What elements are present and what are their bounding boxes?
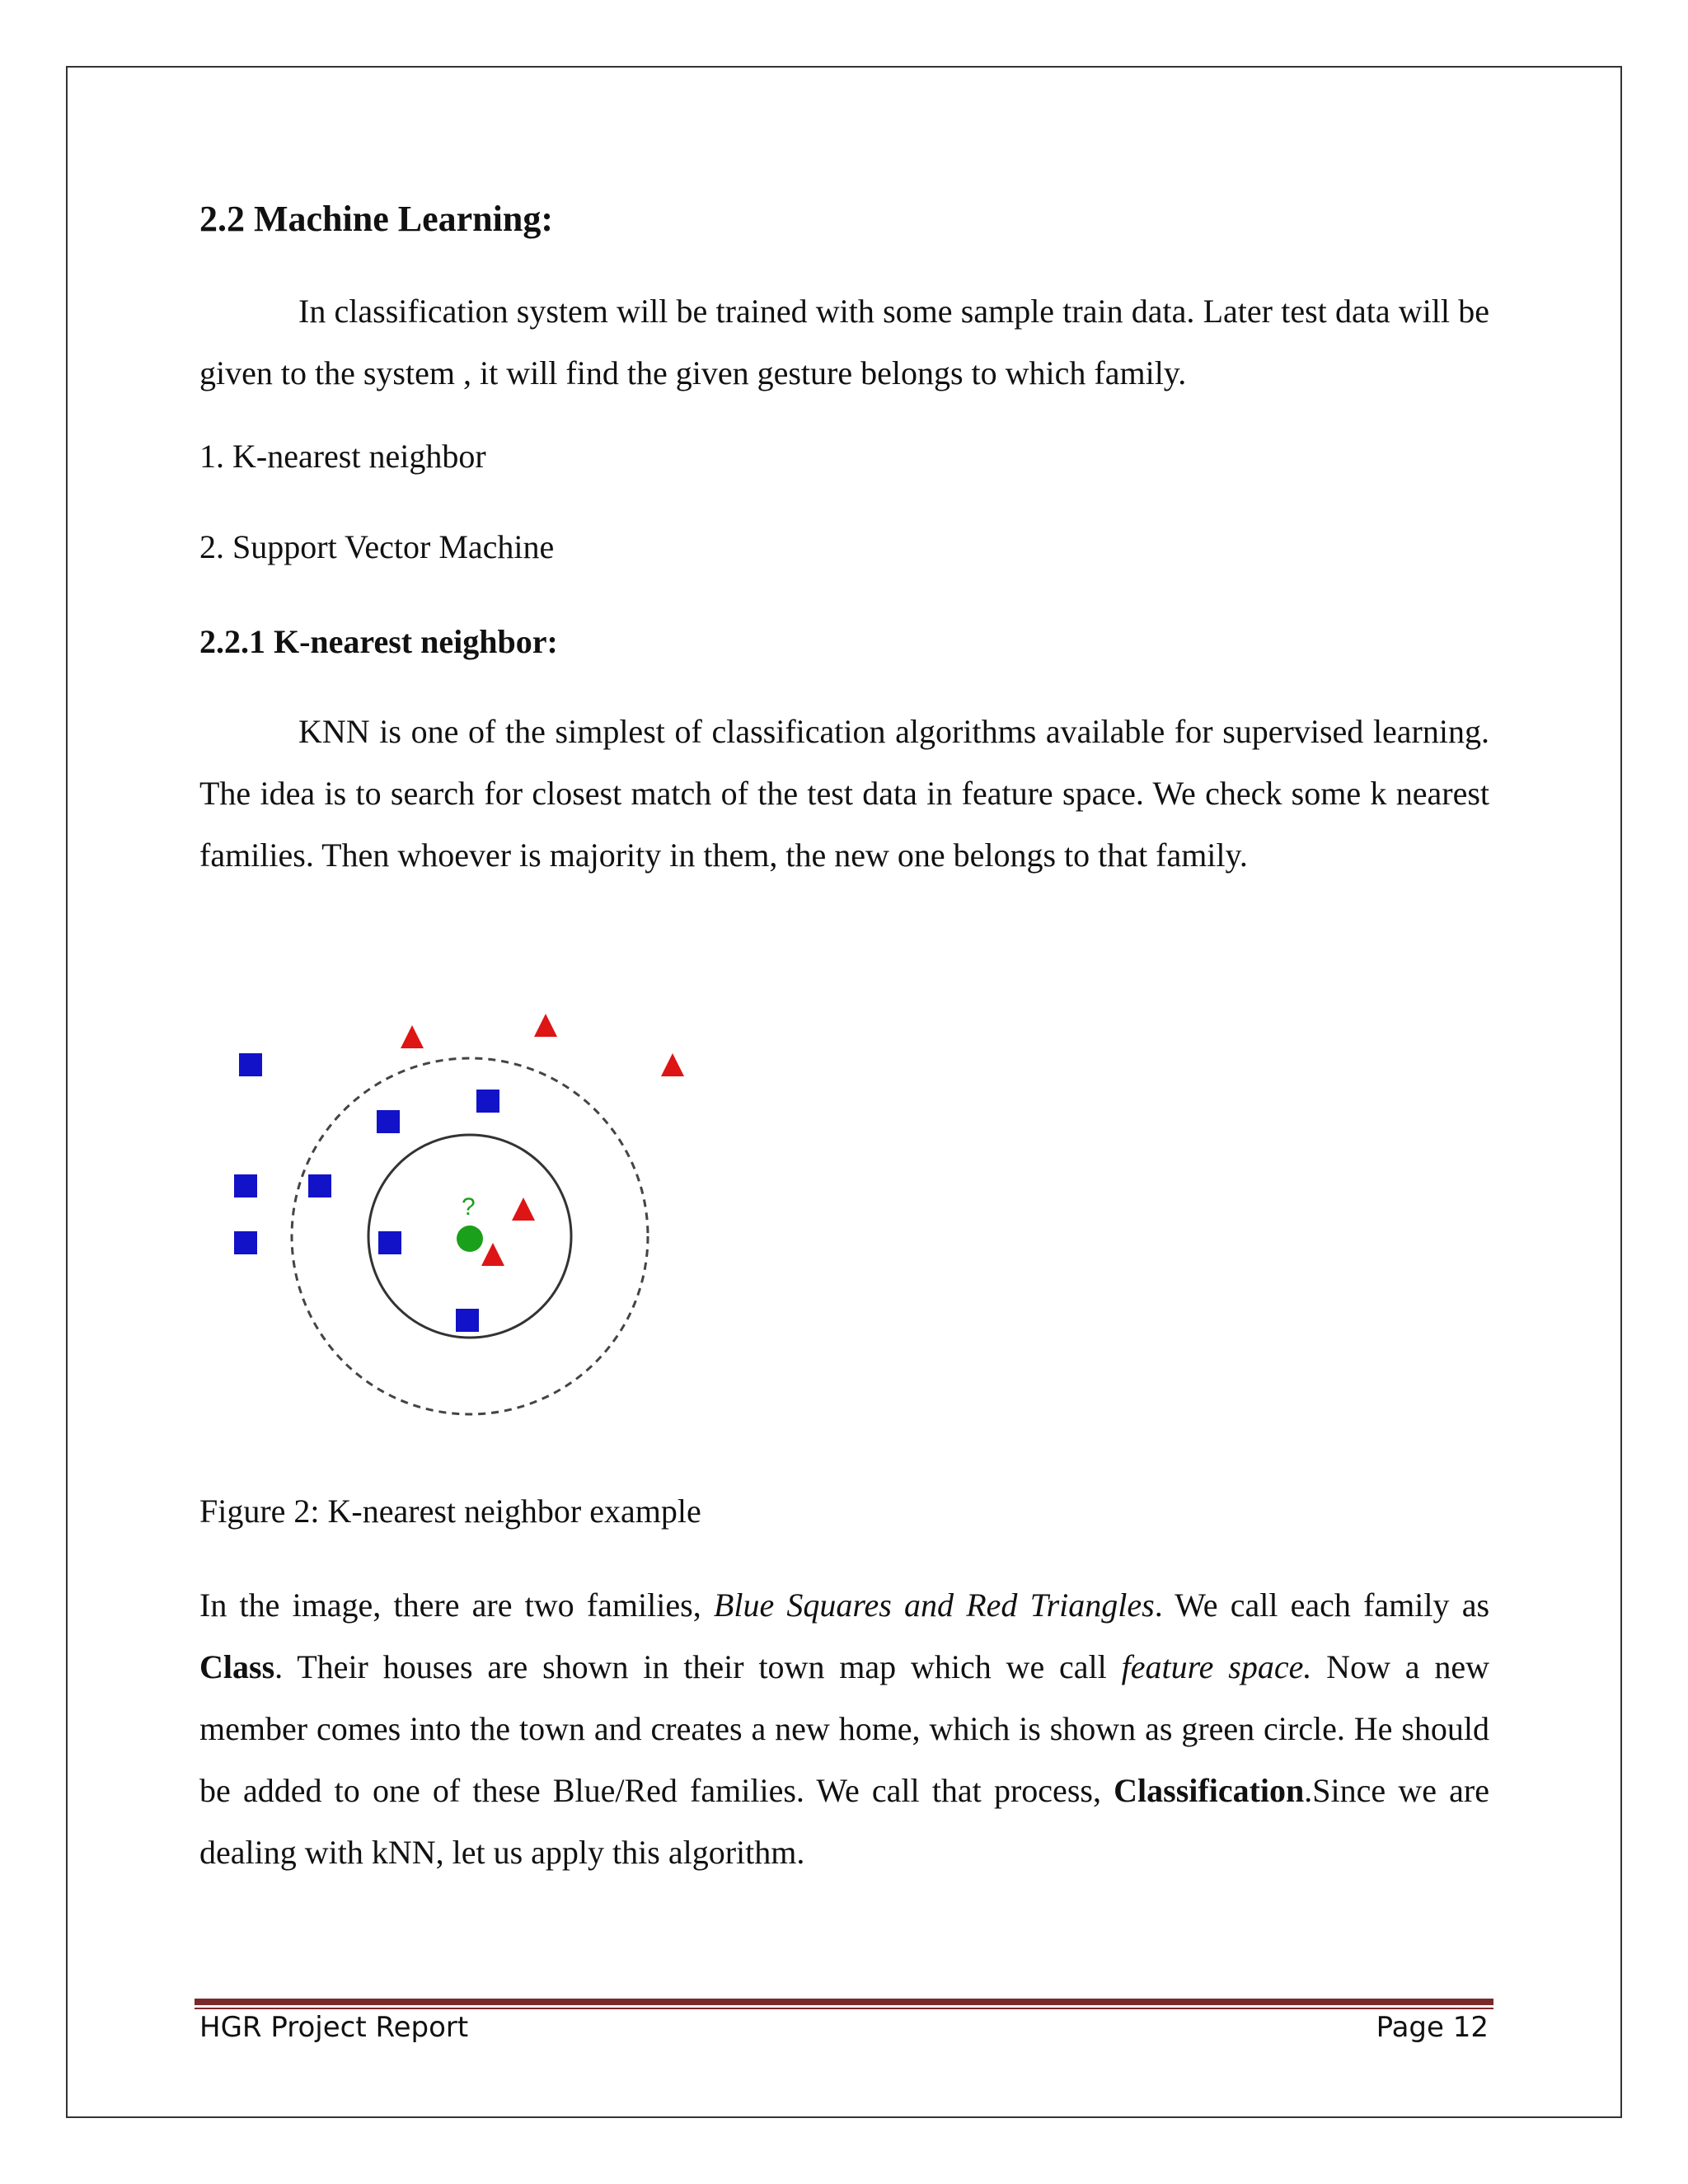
footer-rule-thin (195, 2008, 1493, 2009)
explanation-bold: Class (199, 1648, 275, 1685)
red-triangle (534, 1014, 557, 1037)
footer-rule (195, 1999, 1493, 2005)
explanation-bold: Classification (1114, 1772, 1305, 1809)
figure-caption: Figure 2: K-nearest neighbor example (199, 1493, 701, 1530)
explanation-text: . Their houses are shown in their town map which we call (274, 1648, 1122, 1685)
blue-square (476, 1090, 499, 1113)
explanation-paragraph (199, 1574, 1489, 1883)
list-item-svm: 2. Support Vector Machine (199, 528, 555, 565)
blue-square (234, 1231, 257, 1254)
knn-figure (214, 989, 709, 1451)
red-triangle (401, 1025, 424, 1048)
explanation-text: In the image, there are two families, (199, 1586, 714, 1624)
red-triangle (512, 1197, 535, 1221)
red-triangle (661, 1053, 684, 1076)
subsection-heading: 2.2.1 K-nearest neighbor: (199, 623, 558, 660)
section-heading: 2.2 Machine Learning: (199, 199, 553, 239)
list-item-knn: 1. K-nearest neighbor (199, 438, 486, 475)
explanation-text: .Since we are dealing with kNN, let us apply this algorithm. (199, 1772, 1489, 1871)
knn-paragraph: KNN is one of the simplest of classification algorithms available for supervised learning. The idea is to search for closest match of the test data in feature space. We check some k nearest families. Then whoever is majority in them, the new one belongs to that family. (199, 713, 1489, 874)
question-mark: ? (462, 1193, 476, 1221)
explanation-italic: Blue Squares and Red Triangles (713, 1586, 1155, 1624)
blue-square (308, 1174, 331, 1197)
intro-paragraph: In classification system will be trained with some sample train data. Later test data will be given to the system , it will find the given gesture belongs to which family. (199, 293, 1489, 391)
explanation-text: Now a new member comes into the town and creates a new home, which is shown as green circle. He should be added to one of these Blue/Red families. We call that process, (199, 1648, 1490, 1809)
explanation-italic: feature space. (1121, 1648, 1312, 1685)
page-number: Page 12 (1376, 2011, 1489, 2044)
explanation-text: . We call each family as (1154, 1586, 1490, 1624)
blue-square (239, 1053, 262, 1076)
footer-title: HGR Project Report (199, 2011, 469, 2044)
blue-square (378, 1231, 401, 1254)
green-test-point (457, 1226, 483, 1252)
blue-square (234, 1174, 257, 1197)
red-triangle (481, 1243, 504, 1266)
blue-square (456, 1309, 479, 1332)
blue-square (377, 1110, 400, 1133)
